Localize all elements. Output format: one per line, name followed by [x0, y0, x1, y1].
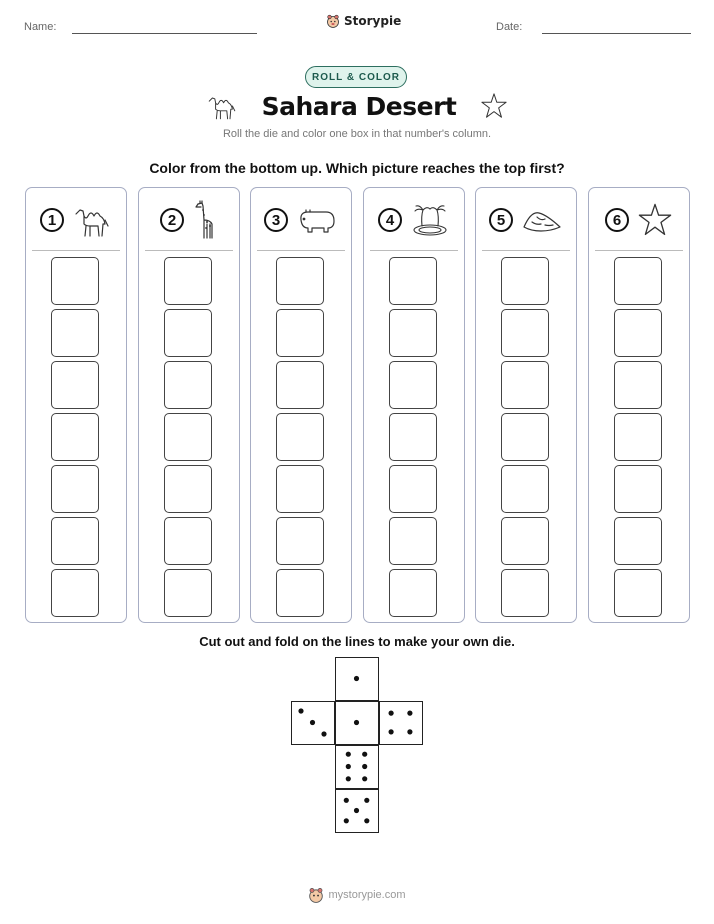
column-divider — [145, 250, 233, 251]
cut-instruction: Cut out and fold on the lines to make your own die. — [199, 634, 515, 649]
color-box[interactable] — [614, 517, 662, 565]
color-box[interactable] — [276, 517, 324, 565]
color-box[interactable] — [501, 413, 549, 461]
star-icon — [480, 92, 508, 120]
footer-url: mystorypie.com — [328, 889, 406, 901]
star-icon — [637, 202, 673, 238]
column-divider — [257, 250, 345, 251]
column-header — [251, 198, 351, 242]
name-line[interactable] — [72, 33, 257, 34]
column-2 — [138, 187, 240, 623]
color-box[interactable] — [51, 517, 99, 565]
color-box[interactable] — [51, 569, 99, 617]
column-number: 6 — [605, 208, 629, 232]
color-box[interactable] — [614, 569, 662, 617]
color-box[interactable] — [389, 309, 437, 357]
sand-dune-icon — [521, 205, 563, 235]
camel-icon — [206, 91, 238, 121]
color-box[interactable] — [614, 309, 662, 357]
column-6 — [588, 187, 690, 623]
roll-color-badge: ROLL & COLOR — [305, 66, 407, 88]
column-number: 1 — [40, 208, 64, 232]
color-box[interactable] — [501, 309, 549, 357]
column-header — [364, 198, 464, 242]
camel-icon — [72, 202, 112, 238]
color-box[interactable] — [164, 517, 212, 565]
color-box[interactable] — [389, 257, 437, 305]
color-box[interactable] — [501, 257, 549, 305]
storypie-mascot-icon — [308, 887, 324, 903]
color-box[interactable] — [614, 257, 662, 305]
brand-logo — [326, 14, 401, 28]
color-box[interactable] — [614, 413, 662, 461]
color-box[interactable] — [276, 257, 324, 305]
color-box[interactable] — [614, 361, 662, 409]
subtitle: Roll the die and color one box in that number's column. — [222, 128, 492, 140]
column-number: 2 — [160, 208, 184, 232]
color-box[interactable] — [164, 569, 212, 617]
column-divider — [32, 250, 120, 251]
title-row — [0, 91, 714, 121]
die-face-1 — [335, 701, 379, 745]
die-face-6 — [335, 745, 379, 789]
column-divider — [595, 250, 683, 251]
color-box[interactable] — [501, 569, 549, 617]
column-1 — [25, 187, 127, 623]
color-box[interactable] — [501, 361, 549, 409]
column-header — [26, 198, 126, 242]
color-box[interactable] — [51, 257, 99, 305]
color-box[interactable] — [501, 465, 549, 513]
brand-name: Storypie — [344, 14, 402, 28]
color-box[interactable] — [389, 361, 437, 409]
date-line[interactable] — [542, 33, 691, 34]
column-divider — [370, 250, 458, 251]
color-box[interactable] — [164, 413, 212, 461]
die-face-4 — [379, 701, 423, 745]
color-box[interactable] — [51, 465, 99, 513]
column-number: 3 — [264, 208, 288, 232]
column-number: 4 — [378, 208, 402, 232]
color-box[interactable] — [51, 413, 99, 461]
color-box[interactable] — [276, 413, 324, 461]
color-box[interactable] — [389, 413, 437, 461]
die-face-5 — [335, 789, 379, 833]
column-5 — [475, 187, 577, 623]
column-header — [589, 198, 689, 242]
color-box[interactable] — [389, 569, 437, 617]
column-3 — [250, 187, 352, 623]
giraffe-icon — [192, 200, 218, 240]
footer — [0, 887, 714, 903]
color-box[interactable] — [164, 465, 212, 513]
color-box[interactable] — [276, 465, 324, 513]
color-box[interactable] — [276, 309, 324, 357]
color-box[interactable] — [51, 309, 99, 357]
column-header — [139, 198, 239, 242]
oasis-icon — [410, 202, 450, 238]
color-box[interactable] — [164, 361, 212, 409]
color-box[interactable] — [276, 569, 324, 617]
column-4 — [363, 187, 465, 623]
name-label: Name: — [24, 21, 57, 33]
color-box[interactable] — [51, 361, 99, 409]
color-box[interactable] — [614, 465, 662, 513]
page-title: Sahara Desert — [261, 91, 457, 121]
instruction: Color from the bottom up. Which picture reaches the top first? — [149, 160, 565, 176]
color-box[interactable] — [389, 517, 437, 565]
hippo-icon — [296, 204, 338, 236]
color-box[interactable] — [276, 361, 324, 409]
die-face-3 — [291, 701, 335, 745]
color-box[interactable] — [164, 257, 212, 305]
die-face-1 — [335, 657, 379, 701]
column-header — [476, 198, 576, 242]
column-number: 5 — [489, 208, 513, 232]
date-label: Date: — [496, 21, 523, 33]
color-box[interactable] — [501, 517, 549, 565]
storypie-mascot-icon — [326, 14, 340, 28]
column-divider — [482, 250, 570, 251]
color-box[interactable] — [164, 309, 212, 357]
color-box[interactable] — [389, 465, 437, 513]
